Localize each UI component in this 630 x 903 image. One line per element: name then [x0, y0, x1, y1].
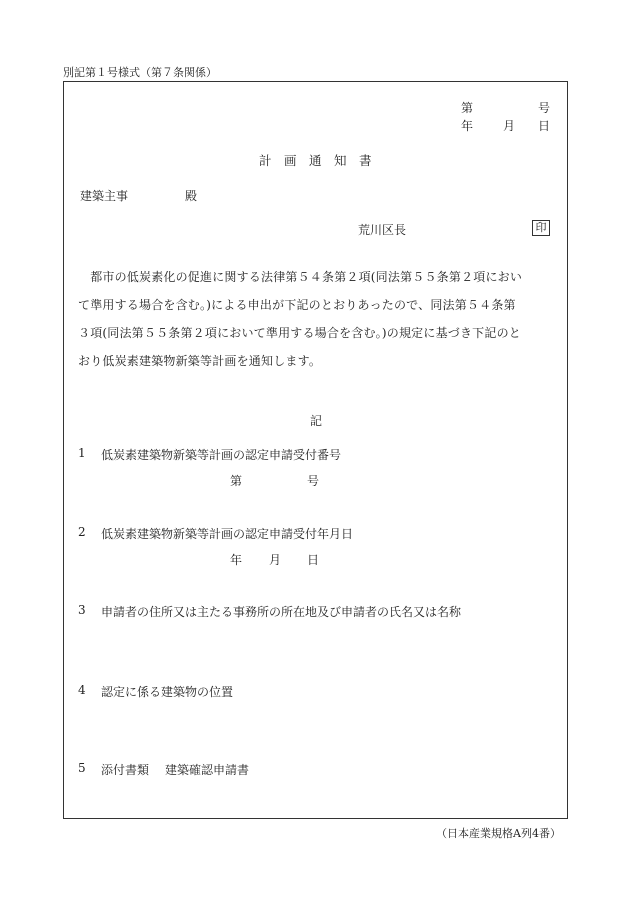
item-label: 低炭素建築物新築等計画の認定申請受付年月日: [101, 527, 354, 541]
item-sub: 年: [230, 553, 243, 567]
number-prefix: 第: [461, 101, 474, 115]
item-sub: 第: [230, 474, 243, 488]
item-sub: 号: [307, 474, 320, 488]
issuer-name: 荒川区長: [358, 223, 407, 237]
body-line: ３項(同法第５５条第２項において準用する場合を含む。)の規定に基づき下記のと: [78, 326, 521, 340]
date-year: 年: [461, 119, 474, 133]
paper-standard-note: （日本産業規格A列4番）: [436, 827, 561, 840]
item-sub: 日: [307, 553, 320, 567]
item-number: 4: [78, 683, 86, 697]
body-line: おり低炭素建築物新築等計画を通知します。: [78, 354, 322, 368]
addressee-role: 建築主事: [80, 189, 129, 203]
ki-heading: 記: [310, 414, 323, 428]
item-number: 5: [78, 761, 86, 775]
item-number: 3: [78, 603, 86, 617]
item-label: 認定に係る建築物の位置: [101, 685, 234, 699]
item-label: 添付書類: [101, 763, 150, 777]
document-title: 計 画 通 知 書: [259, 153, 372, 168]
item-number: 2: [78, 525, 86, 539]
item-label: 低炭素建築物新築等計画の認定申請受付番号: [101, 448, 342, 462]
form-label: 別記第１号様式（第７条関係）: [63, 66, 217, 79]
body-paragraph: [78, 263, 554, 375]
seal-stamp: 印: [532, 220, 550, 236]
date-day: 日: [538, 119, 551, 133]
body-line: て準用する場合を含む。)による申出が下記のとおりあったので、同法第５４条第: [78, 298, 516, 312]
item-value: 建築確認申請書: [165, 763, 250, 777]
item-sub: 月: [269, 553, 282, 567]
number-suffix: 号: [538, 101, 551, 115]
addressee-honorific: 殿: [185, 189, 198, 203]
date-month: 月: [503, 119, 516, 133]
item-number: 1: [78, 446, 86, 460]
item-label: 申請者の住所又は主たる事務所の所在地及び申請者の氏名又は名称: [101, 605, 462, 619]
body-line: 都市の低炭素化の促進に関する法律第５４条第２項(同法第５５条第２項におい: [78, 270, 523, 284]
